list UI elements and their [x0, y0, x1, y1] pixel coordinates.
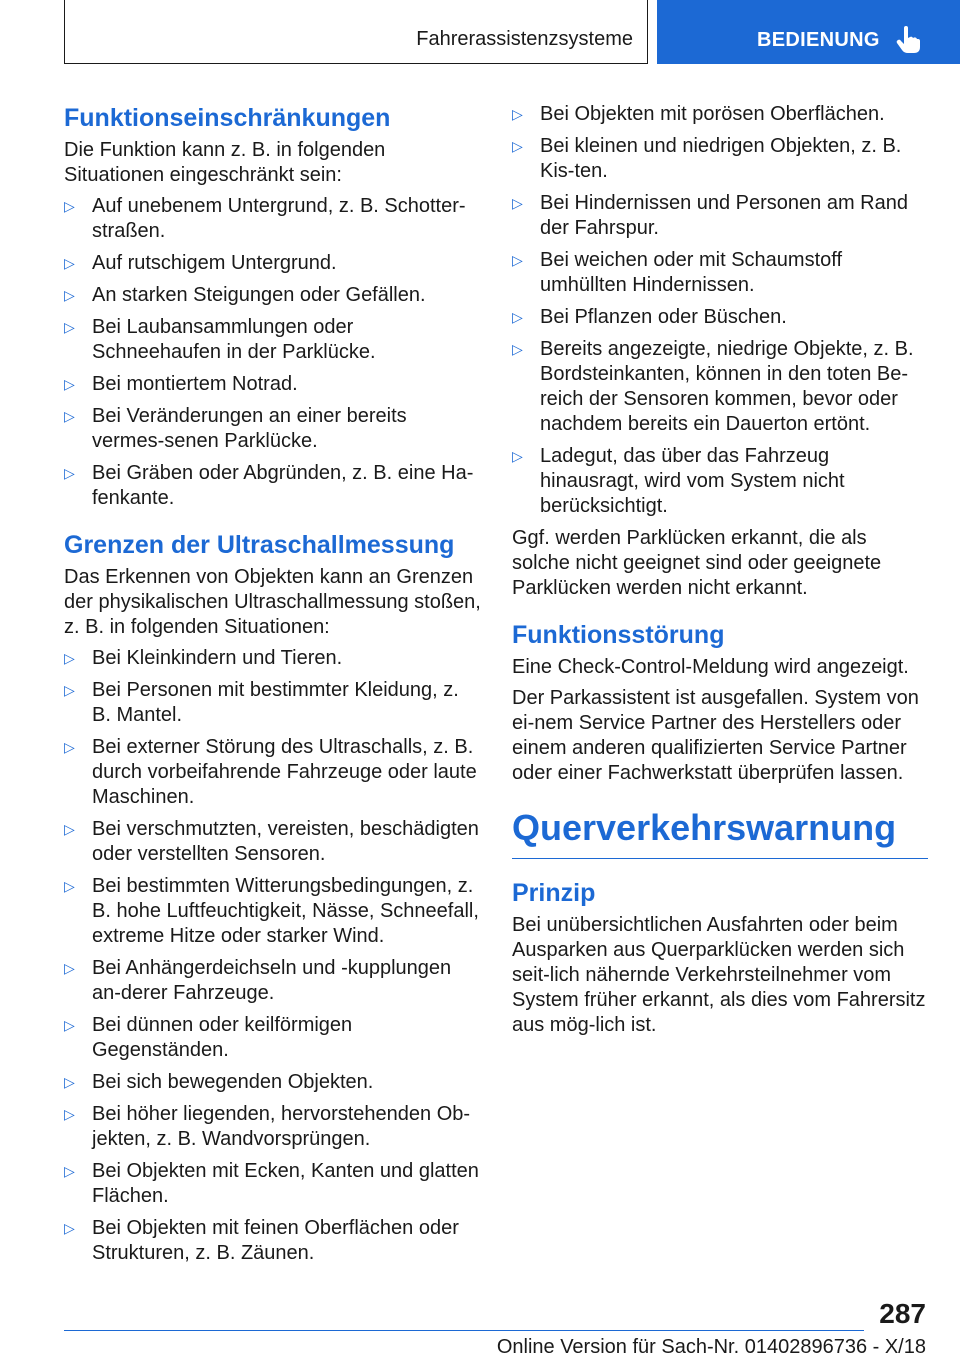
triangle-bullet-icon: ▷ [64, 287, 75, 303]
triangle-bullet-icon: ▷ [64, 376, 75, 392]
body-paragraph: Ggf. werden Parklücken erkannt, die als solche nicht geeignet sind oder geeignete Parklücken werden nicht erkannt. [512, 527, 882, 599]
running-header [64, 0, 648, 64]
chapter-tab [657, 0, 960, 64]
triangle-bullet-icon: ▷ [512, 138, 523, 154]
header-section-title: Fahrerassistenzsysteme [416, 28, 633, 50]
list-item: ▷ Bei Objekten mit Ecken, Kanten und glatten Flächen. [64, 1160, 479, 1207]
triangle-bullet-icon: ▷ [64, 319, 75, 335]
left-column [64, 102, 482, 1273]
list-item: ▷ Bei kleinen und niedrigen Objekten, z. B. Kis-ten. [512, 135, 902, 182]
triangle-bullet-icon: ▷ [64, 255, 75, 271]
online-version-note: Online Version für Sach-Nr. 01402896736 - X/18 [496, 1336, 926, 1358]
section-heading-funktionsstoerung: Funktionsstörung [512, 621, 725, 649]
list-item: ▷ Bei Laubansammlungen oder Schneehaufen in der Parklücke. [64, 316, 376, 363]
ultrasound-limit-list-continued [512, 102, 928, 519]
ultrasound-limit-list [64, 646, 482, 1266]
triangle-bullet-icon: ▷ [64, 1163, 75, 1179]
list-item: ▷ Bei montiertem Notrad. [64, 373, 298, 395]
list-item: ▷ Bei externer Störung des Ultraschalls, z. B. durch vorbeifahrende Fahrzeuge oder laute Maschinen. [64, 736, 477, 808]
triangle-bullet-icon: ▷ [64, 739, 75, 755]
list-item: ▷ Bei Objekten mit feinen Oberflächen oder Strukturen, z. B. Zäunen. [64, 1217, 459, 1264]
list-item: ▷ Bei Hindernissen und Personen am Rand der Fahrspur. [512, 192, 908, 239]
pointing-hand-icon [895, 26, 921, 54]
section-heading-funktionseinschraenkungen: Funktionseinschränkungen [64, 104, 391, 132]
triangle-bullet-icon: ▷ [64, 198, 75, 214]
list-item: ▷ An starken Steigungen oder Gefällen. [64, 284, 426, 306]
list-item: ▷ Bei Pflanzen oder Büschen. [512, 306, 787, 328]
section-intro: Das Erkennen von Objekten kann an Grenzen der physikalischen Ultraschallmessung stoßen, z. B. in folgenden Situationen: [64, 566, 481, 638]
body-paragraph: Bei unübersichtlichen Ausfahrten oder beim Ausparken aus Querparklücken werden sich seit-lich nähernde Verkehrsteilnehmer vom System früher erkannt, als dies vom Fahrersitz aus mög-lich ist. [512, 914, 926, 1036]
body-paragraph: Eine Check-Control-Meldung wird angezeigt. [512, 656, 909, 678]
triangle-bullet-icon: ▷ [64, 408, 75, 424]
list-item: ▷ Bei bestimmten Witterungsbedingungen, z. B. hohe Luftfeuchtigkeit, Nässe, Schneefall, extreme Hitze oder starker Wind. [64, 875, 479, 947]
list-item: ▷ Bei sich bewegenden Objekten. [64, 1071, 374, 1093]
triangle-bullet-icon: ▷ [64, 960, 75, 976]
triangle-bullet-icon: ▷ [64, 1220, 75, 1236]
list-item: ▷ Auf rutschigem Untergrund. [64, 252, 337, 274]
list-item: ▷ Bei dünnen oder keilförmigen Gegenständen. [64, 1014, 353, 1061]
triangle-bullet-icon: ▷ [512, 106, 523, 122]
list-item: ▷ Bei Objekten mit porösen Oberflächen. [512, 103, 885, 125]
list-item: ▷ Bereits angezeigte, niedrige Objekte, z. B. Bordsteinkanten, können in den toten Be-reich der Sensoren kommen, bevor oder nachdem bereits ein Dauerton ertönt. [512, 338, 914, 435]
list-item: ▷ Bei Kleinkindern und Tieren. [64, 647, 343, 669]
list-item: ▷ Ladegut, das über das Fahrzeug hinausragt, wird vom System nicht berücksichtigt. [512, 445, 845, 517]
footer-divider [64, 1330, 864, 1331]
list-item: ▷ Bei Gräben oder Abgründen, z. B. eine Ha-fenkante. [64, 462, 474, 509]
limitation-list [64, 194, 482, 511]
chapter-heading: Querverkehrswarnung [512, 804, 928, 859]
triangle-bullet-icon: ▷ [64, 465, 75, 481]
section-heading-ultraschall: Grenzen der Ultraschallmessung [64, 531, 455, 559]
triangle-bullet-icon: ▷ [64, 821, 75, 837]
list-item: ▷ Bei weichen oder mit Schaumstoff umhüllten Hindernissen. [512, 249, 843, 296]
triangle-bullet-icon: ▷ [512, 195, 523, 211]
triangle-bullet-icon: ▷ [64, 682, 75, 698]
triangle-bullet-icon: ▷ [512, 309, 523, 325]
triangle-bullet-icon: ▷ [64, 1106, 75, 1122]
list-item: ▷ Bei Personen mit bestimmter Kleidung, z. B. Mantel. [64, 679, 459, 726]
section-heading-prinzip: Prinzip [512, 879, 596, 907]
list-item: ▷ Bei verschmutzten, vereisten, beschädigten oder verstellten Sensoren. [64, 818, 479, 865]
triangle-bullet-icon: ▷ [64, 650, 75, 666]
triangle-bullet-icon: ▷ [64, 878, 75, 894]
body-paragraph: Der Parkassistent ist ausgefallen. System von ei-nem Service Partner des Herstellers oder einem anderen qualifizierten Service Partner oder einer Fachwerkstatt überprüfen lassen. [512, 687, 919, 784]
triangle-bullet-icon: ▷ [64, 1017, 75, 1033]
page-number: 287 [879, 1298, 926, 1329]
list-item: ▷ Auf unebenem Untergrund, z. B. Schotter-straßen. [64, 195, 466, 242]
list-item: ▷ Bei Veränderungen an einer bereits vermes-senen Parklücke. [64, 405, 407, 452]
triangle-bullet-icon: ▷ [512, 448, 523, 464]
section-intro: Die Funktion kann z. B. in folgenden Situationen eingeschränkt sein: [64, 139, 386, 186]
chapter-tab-label: BEDIENUNG [757, 29, 880, 51]
triangle-bullet-icon: ▷ [512, 252, 523, 268]
triangle-bullet-icon: ▷ [512, 341, 523, 357]
list-item: ▷ Bei höher liegenden, hervorstehenden Ob-jekten, z. B. Wandvorsprüngen. [64, 1103, 471, 1150]
right-column [512, 102, 928, 1044]
list-item: ▷ Bei Anhängerdeichseln und -kupplungen an-derer Fahrzeuge. [64, 957, 452, 1004]
triangle-bullet-icon: ▷ [64, 1074, 75, 1090]
